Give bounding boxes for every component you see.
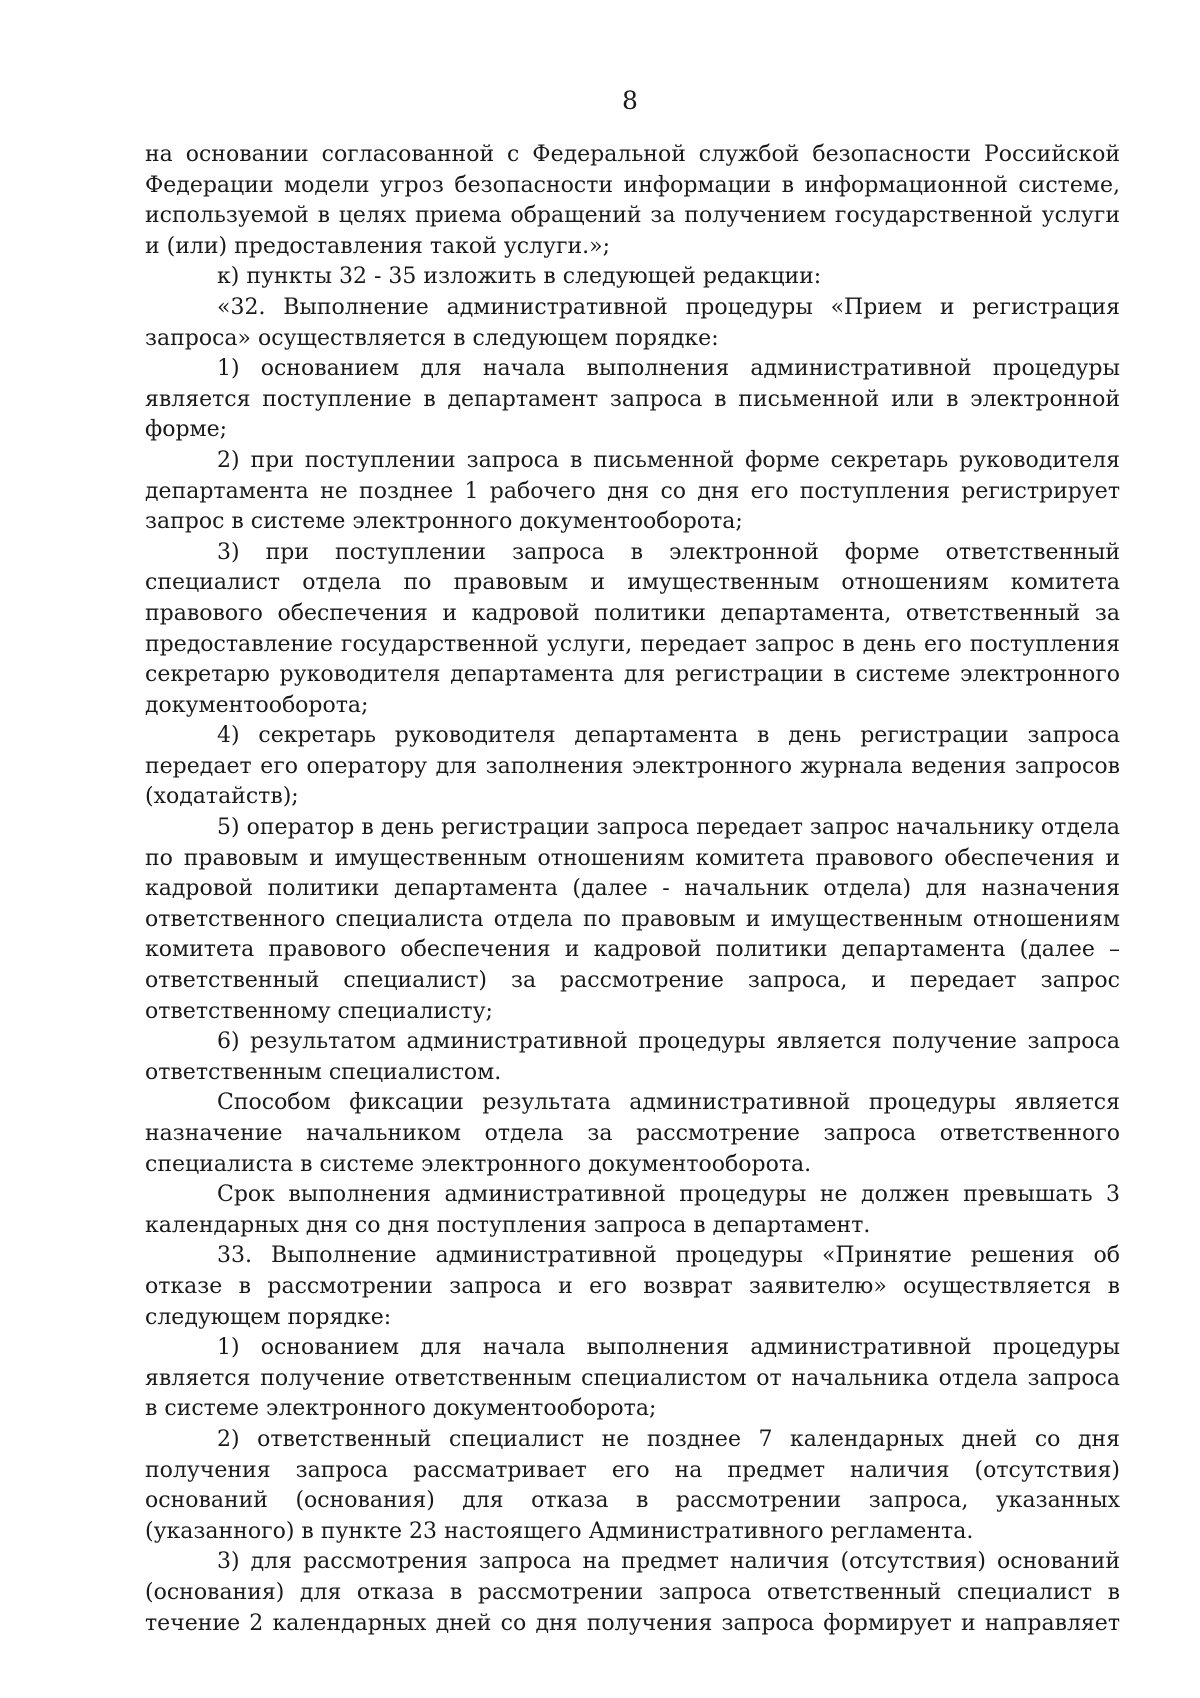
paragraph-32-subitem-2: 2) при поступлении запроса в письменной форме секретарь руководителя департамента не позднее 1 рабочего дня со дня его поступления регистрирует запрос в системе электронного документооборота; xyxy=(145,447,1120,535)
page-number: 8 xyxy=(622,86,638,115)
paragraph-32-subitem-6: 6) результатом административной процедуры является получение запроса ответственным специалистом. xyxy=(145,1029,1120,1085)
paragraph-33-subitem-3: 3) для рассмотрения запроса на предмет наличия (отсутствия) оснований (основания) для отказа в рассмотрении запроса ответственный специалист в течение 2 календарных дней со дня получения запроса формирует и направляет xyxy=(145,1549,1120,1636)
paragraph-32-subitem-3: 3) при поступлении запроса в электронной форме ответственный специалист отдела по правовым и имущественным отношениям комитета правового обеспечения и кадровой политики департамента, ответственный за предоставление государственной услуги, передает запрос в день его поступления секретарю руководителя департамента для регистрации в системе электронного документооборота; xyxy=(145,539,1120,718)
paragraph-item-k: к) пункты 32 - 35 изложить в следующей редакции: xyxy=(217,264,822,290)
document-body xyxy=(145,140,1120,1639)
paragraph-33-subitem-2: 2) ответственный специалист не позднее 7 календарных дней со дня получения запроса рассматривает его на предмет наличия (отсутствия) оснований (основания) для отказа в рассмотрении запроса, указанных (указанного) в пункте 23 настоящего Административного регламента. xyxy=(145,1426,1120,1544)
paragraph-32-subitem-1: 1) основанием для начала выполнения административной процедуры является поступление в департамент запроса в письменной или в электронной форме; xyxy=(145,356,1120,443)
paragraph-32-subitem-4: 4) секретарь руководителя департамента в день регистрации запроса передает его оператору для заполнения электронного журнала ведения запросов (ходатайств); xyxy=(145,723,1120,810)
paragraph-point-32: «32. Выполнение административной процедуры «Прием и регистрация запроса» осуществляется в следующем порядке: xyxy=(145,294,1120,351)
paragraph-32-subitem-5: 5) оператор в день регистрации запроса передает запрос начальнику отдела по правовым и имущественным отношениям комитета правового обеспечения и кадровой политики департамента (далее - начальник отдела) для назначения ответственного специалиста отдела по правовым и имущественным отношениям комитета правового обеспечения и кадровой политики департамента (далее – ответственный специалист) за рассмотрение запроса, и передает запрос ответственному специалисту; xyxy=(145,815,1120,1024)
paragraph-deadline: Срок выполнения административной процедуры не должен превышать 3 календарных дня со дня поступления запроса в департамент. xyxy=(145,1182,1120,1238)
paragraph-33-subitem-1: 1) основанием для начала выполнения административной процедуры является получение ответственным специалистом от начальника отдела запроса в системе электронного документооборота; xyxy=(145,1335,1120,1422)
paragraph-point-33: 33. Выполнение административной процедуры «Принятие решения об отказе в рассмотрении запроса и его возврат заявителю» осуществляется в следующем порядке: xyxy=(145,1243,1120,1330)
paragraph-continuation: на основании согласованной с Федеральной службой безопасности Российской Федерации модели угроз безопасности информации в информационной системе, используемой в целях приема обращений за получением государственной услуги и (или) предоставления такой услуги.»; xyxy=(145,142,1120,259)
paragraph-fixation-method: Способом фиксации результата административной процедуры является назначение начальником отдела за рассмотрение запроса ответственного специалиста в системе электронного документооборота. xyxy=(145,1090,1120,1177)
